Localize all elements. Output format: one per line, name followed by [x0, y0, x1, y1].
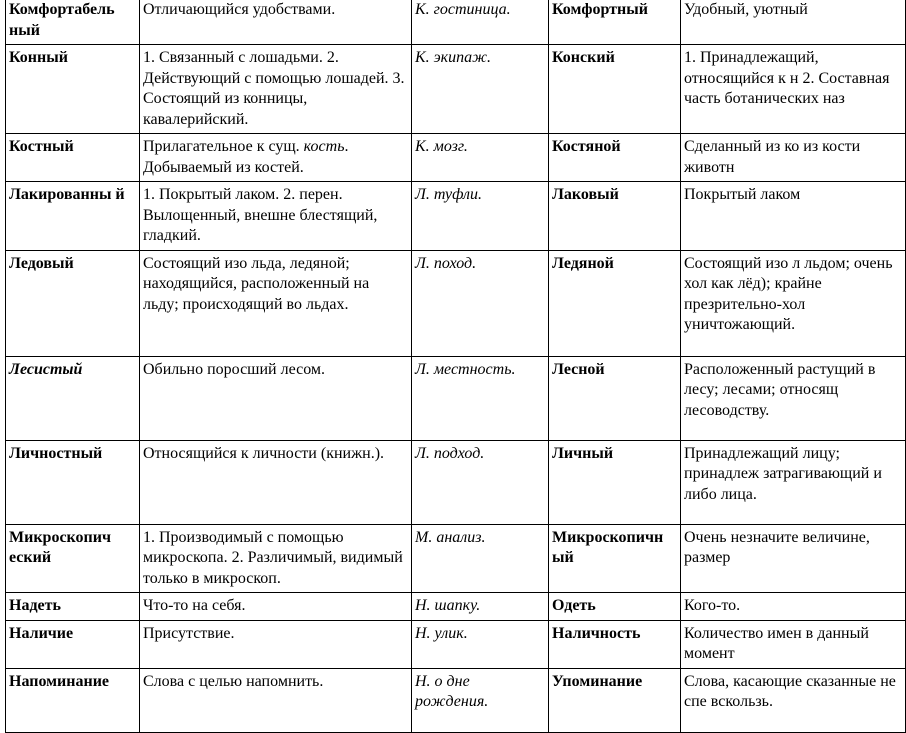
paired-paronym-word: Упоминание: [549, 668, 681, 732]
paired-paronym-word: Лаковый: [549, 182, 681, 251]
paronym-word: Ледовый: [6, 250, 140, 356]
paired-paronym-meaning: Расположенный растущий в лесу; лесами; относящ лесоводству.: [681, 356, 906, 440]
usage-example: К. экипаж.: [412, 45, 549, 134]
usage-example: Л. туфли.: [412, 182, 549, 251]
paronym-word: Конный: [6, 45, 140, 134]
table-row: [6, 0, 906, 45]
paired-paronym-meaning: Слова, касающие сказанные не спе вскользь.: [681, 668, 906, 732]
table-row: [6, 134, 906, 182]
paronym-meaning: Слова с целью напомнить.: [140, 668, 412, 732]
paronym-word: Личностный: [6, 440, 140, 524]
paronym-word: Костный: [6, 134, 140, 182]
table-row: [6, 524, 906, 593]
paired-paronym-word: Лесной: [549, 356, 681, 440]
paronym-word: Напоминание: [6, 668, 140, 732]
paronym-word: Наличие: [6, 620, 140, 668]
paronym-meaning: Состоящий изо льда, ледяной; находящийся, расположенный на льду; происходящий во льдах.: [140, 250, 412, 356]
paired-paronym-meaning: Сделанный из ко из кости животн: [681, 134, 906, 182]
paired-paronym-meaning: Количество имен в данный момент: [681, 620, 906, 668]
paired-paronym-word: Комфортный: [549, 0, 681, 45]
paired-paronym-meaning: Принадлежащий лицу; принадлеж затрагивающий и либо лица.: [681, 440, 906, 524]
meaning-text: Прилагательное к сущ.: [143, 138, 304, 155]
table-row: [6, 250, 906, 356]
table-row: [6, 356, 906, 440]
paired-paronym-word: Конский: [549, 45, 681, 134]
usage-example: Л. местность.: [412, 356, 549, 440]
table-row: [6, 182, 906, 251]
paired-paronym-meaning: 1. Принадлежащий, относящийся к н 2. Составная часть ботанических наз: [681, 45, 906, 134]
paronym-meaning: Отличающийся удобствами.: [140, 0, 412, 45]
table-row: [6, 620, 906, 668]
paronym-word: Надеть: [6, 593, 140, 621]
paronym-meaning: 1. Производимый с помощью микроскопа. 2. Различимый, видимый только в микроскоп.: [140, 524, 412, 593]
paronym-word: Лакированны й: [6, 182, 140, 251]
paronym-meaning: 1. Покрытый лаком. 2. перен. Вылощенный, внешне блестящий, гладкий.: [140, 182, 412, 251]
paronym-word: Комфортабель ный: [6, 0, 140, 45]
usage-example: Л. поход.: [412, 250, 549, 356]
paronym-meaning: [140, 134, 412, 182]
paired-paronym-meaning: Покрытый лаком: [681, 182, 906, 251]
paired-paronym-word: Наличность: [549, 620, 681, 668]
table-row: [6, 593, 906, 621]
table-row: [6, 45, 906, 134]
paired-paronym-word: Костяной: [549, 134, 681, 182]
usage-example: М. анализ.: [412, 524, 549, 593]
paronym-word: Лесистый: [6, 356, 140, 440]
table-row: [6, 440, 906, 524]
paronym-word: Микроскопич еский: [6, 524, 140, 593]
usage-example: К. гостиница.: [412, 0, 549, 45]
usage-example: Н. улик.: [412, 620, 549, 668]
usage-example: К. мозг.: [412, 134, 549, 182]
usage-example: Н. о дне рождения.: [412, 668, 549, 732]
paired-paronym-meaning: Очень незначите величине, размер: [681, 524, 906, 593]
paired-paronym-word: Одеть: [549, 593, 681, 621]
paired-paronym-meaning: Кого-то.: [681, 593, 906, 621]
usage-example: Н. шапку.: [412, 593, 549, 621]
paired-paronym-meaning: Состоящий изо л льдом; очень хол как лёд); крайне презрительно-хол уничтожающий.: [681, 250, 906, 356]
paronym-meaning: Обильно поросший лесом.: [140, 356, 412, 440]
paired-paronym-meaning: Удобный, уютный: [681, 0, 906, 45]
table-row: [6, 668, 906, 732]
meaning-text: . Добываемый из костей.: [143, 138, 349, 176]
paired-paronym-word: Личный: [549, 440, 681, 524]
paronym-meaning: Присутствие.: [140, 620, 412, 668]
paronyms-table: [5, 0, 906, 733]
paired-paronym-word: Микроскопичн ый: [549, 524, 681, 593]
paronym-meaning: 1. Связанный с лошадьми. 2. Действующий с помощью лошадей. 3. Состоящий из конницы, кавалерийский.: [140, 45, 412, 134]
usage-example: Л. подход.: [412, 440, 549, 524]
meaning-italic-word: кость: [303, 138, 345, 155]
paronym-meaning: Относящийся к личности (книжн.).: [140, 440, 412, 524]
paired-paronym-word: Ледяной: [549, 250, 681, 356]
paronym-meaning: Что-то на себя.: [140, 593, 412, 621]
